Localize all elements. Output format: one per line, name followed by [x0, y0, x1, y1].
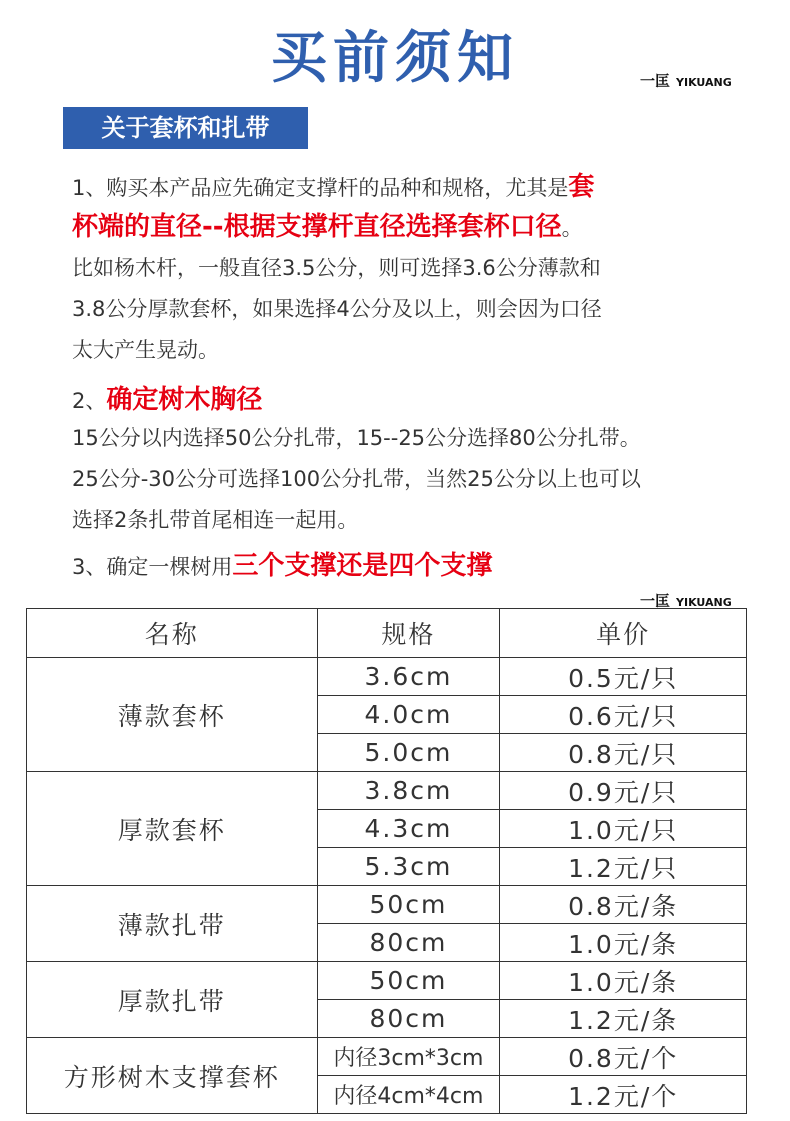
table-row [27, 772, 747, 810]
brand-logo: 一匡 YIKUANG [640, 592, 732, 610]
price-cell: 1.2元/条 [500, 1000, 747, 1038]
product-name: 厚款套杯 [27, 772, 318, 886]
price-cell: 1.2元/个 [500, 1076, 747, 1114]
price-cell: 0.8元/只 [500, 734, 747, 772]
table-row [27, 886, 747, 924]
paragraph-line: 15公分以内选择50公分扎带，15--25公分选择80公分扎带。 [72, 426, 641, 450]
spec-cell: 50cm [317, 962, 500, 1000]
paragraph-line: 选择2条扎带首尾相连一起用。 [72, 508, 359, 532]
price-cell: 0.8元/个 [500, 1038, 747, 1076]
spec-cell: 50cm [317, 886, 500, 924]
header-name: 名称 [27, 609, 318, 658]
spec-cell: 4.3cm [317, 810, 500, 848]
price-cell: 0.6元/只 [500, 696, 747, 734]
paragraph-line: 25公分-30公分可选择100公分扎带，当然25公分以上也可以 [72, 467, 641, 491]
table-row [27, 658, 747, 696]
price-cell: 0.8元/条 [500, 886, 747, 924]
price-cell: 0.9元/只 [500, 772, 747, 810]
table-row [27, 1038, 747, 1076]
price-cell: 1.0元/条 [500, 924, 747, 962]
spec-cell: 3.6cm [317, 658, 500, 696]
paragraph-line: 比如杨木杆，一般直径3.5公分，则可选择3.6公分薄款和 [72, 256, 601, 280]
price-cell: 1.0元/只 [500, 810, 747, 848]
spec-cell: 内径3cm*3cm [317, 1038, 500, 1076]
price-cell: 1.0元/条 [500, 962, 747, 1000]
spec-cell: 5.3cm [317, 848, 500, 886]
spec-cell: 80cm [317, 924, 500, 962]
header-price: 单价 [500, 609, 747, 658]
spec-cell: 5.0cm [317, 734, 500, 772]
spec-cell: 4.0cm [317, 696, 500, 734]
section-heading: 关于套杯和扎带 [63, 107, 308, 149]
product-name: 方形树木支撑套杯 [27, 1038, 318, 1114]
paragraph-line: 太大产生晃动。 [72, 338, 219, 362]
price-cell: 0.5元/只 [500, 658, 747, 696]
paragraph-line: 1、购买本产品应先确定支撑杆的品种和规格，尤其是套 [72, 172, 595, 202]
price-table [26, 608, 747, 1114]
paragraph-line: 2、确定树木胸径 [72, 385, 263, 415]
product-name: 薄款套杯 [27, 658, 318, 772]
spec-cell: 内径4cm*4cm [317, 1076, 500, 1114]
table-row [27, 962, 747, 1000]
page-title: 买前须知 [271, 26, 519, 91]
product-name: 薄款扎带 [27, 886, 318, 962]
paragraph-line: 杯端的直径--根据支撑杆直径选择套杯口径。 [72, 212, 583, 242]
spec-cell: 80cm [317, 1000, 500, 1038]
product-name: 厚款扎带 [27, 962, 318, 1038]
paragraph-line: 3.8公分厚款套杯，如果选择4公分及以上，则会因为口径 [72, 297, 602, 321]
paragraph-line: 3、确定一棵树用三个支撑还是四个支撑 [72, 551, 493, 581]
price-cell: 1.2元/只 [500, 848, 747, 886]
header-spec: 规格 [317, 609, 500, 658]
brand-logo: 一匡 YIKUANG [640, 72, 732, 90]
spec-cell: 3.8cm [317, 772, 500, 810]
